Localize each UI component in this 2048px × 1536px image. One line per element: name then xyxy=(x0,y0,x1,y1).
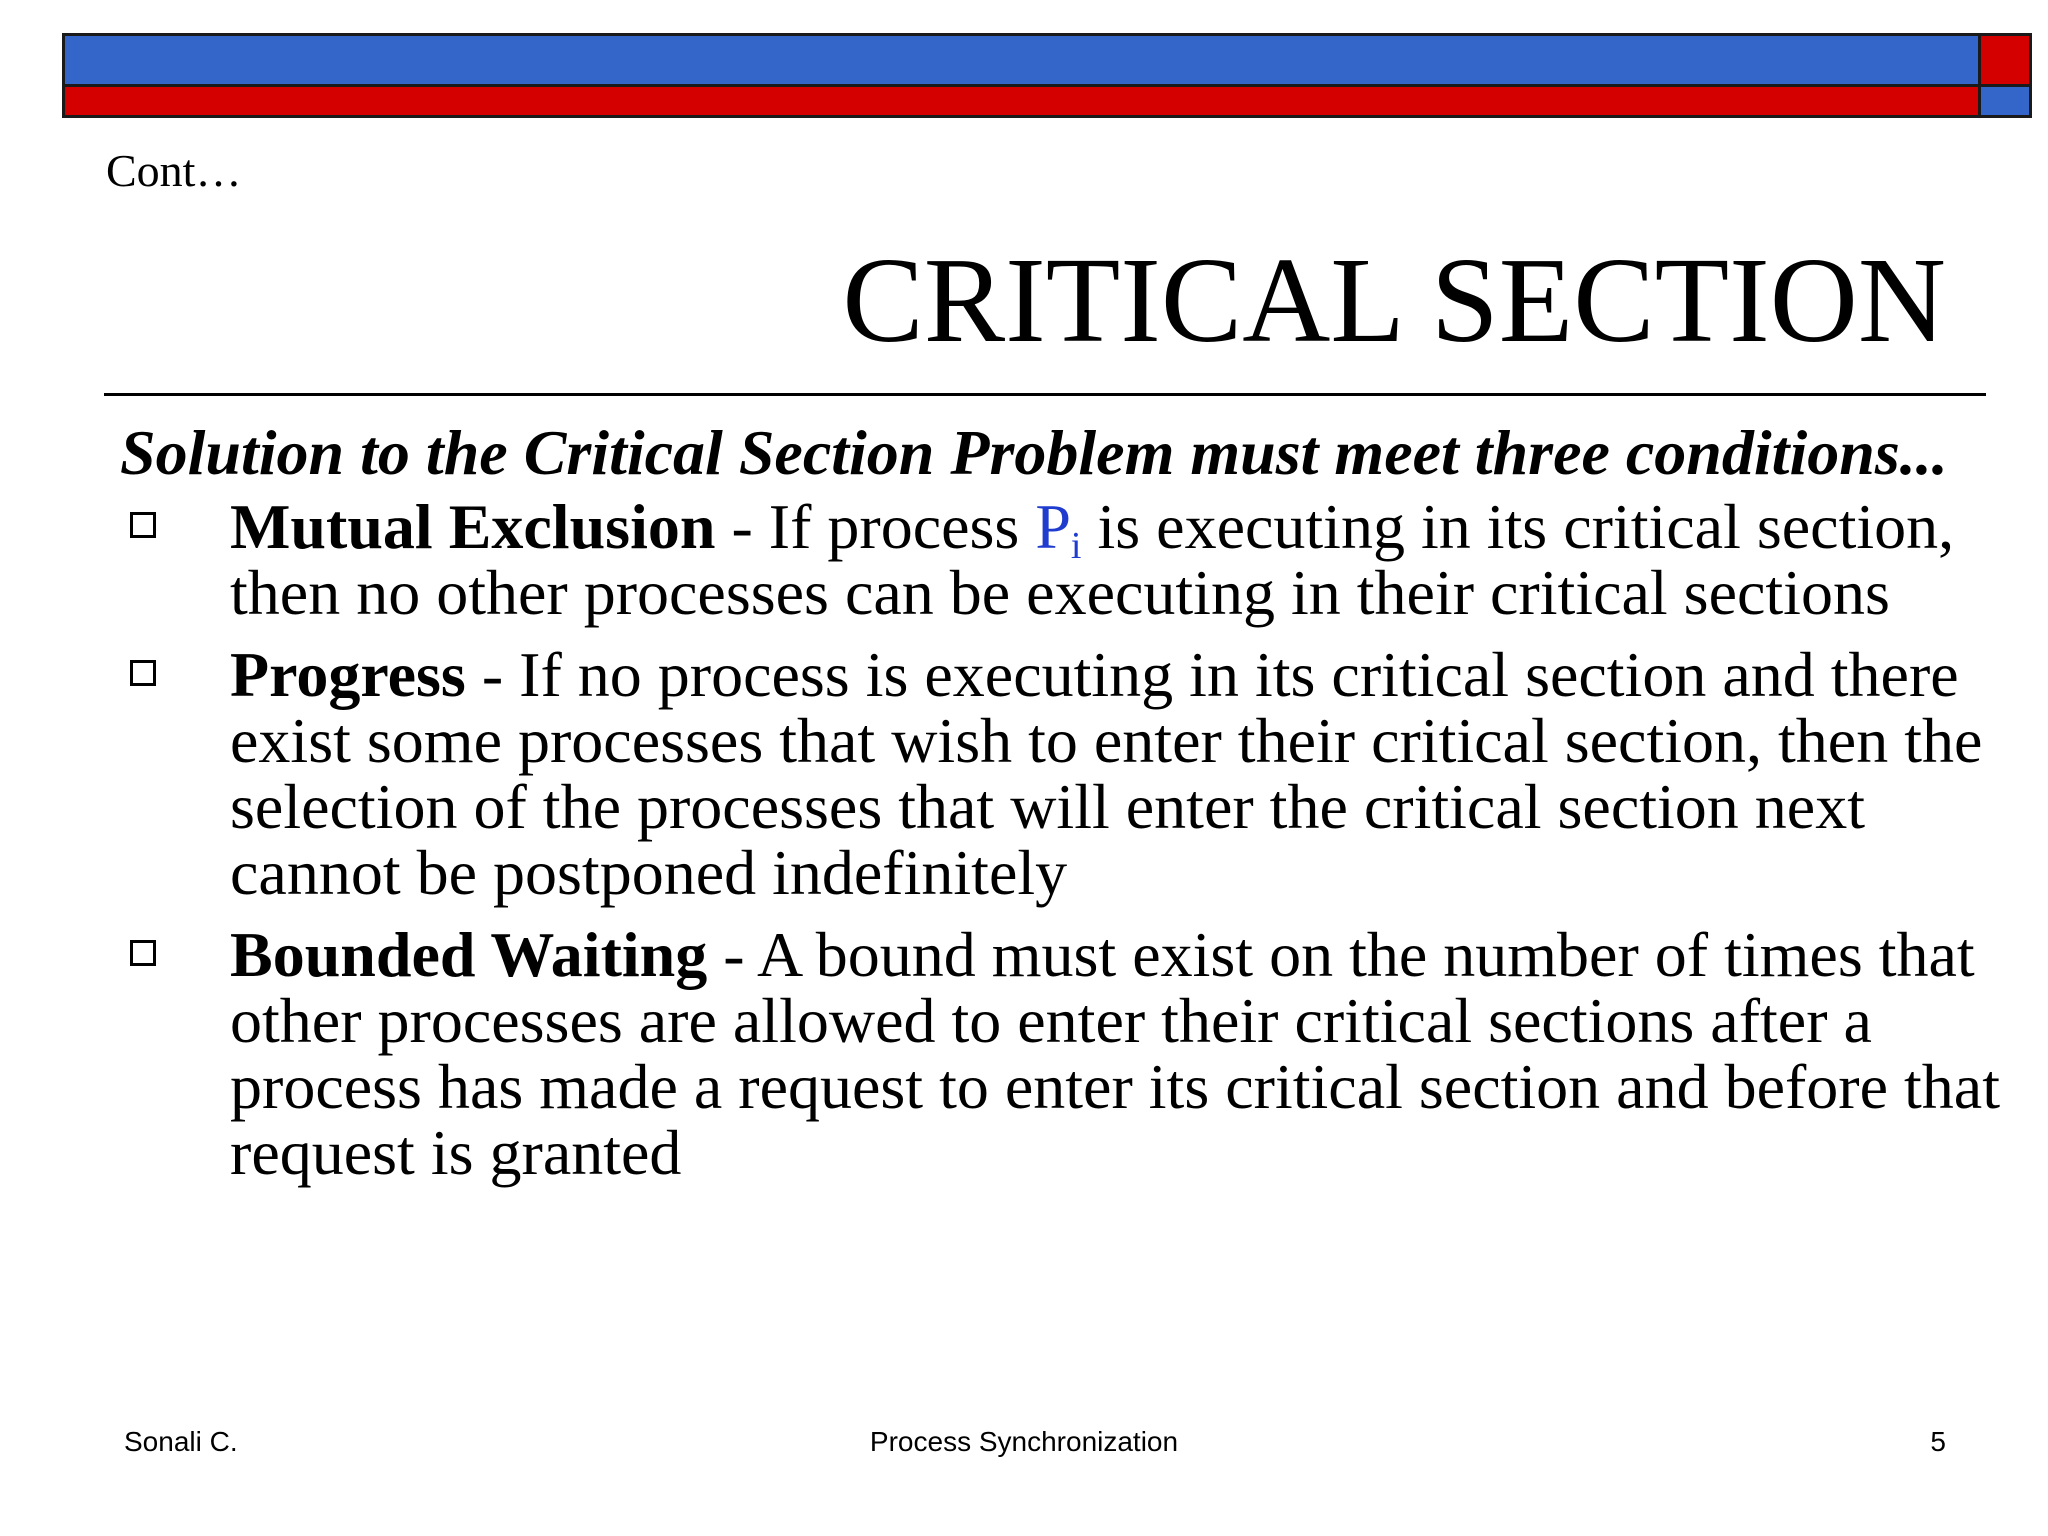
condition-mutual-exclusion xyxy=(120,491,2000,628)
continued-label: Cont… xyxy=(106,145,242,196)
header-square-blue xyxy=(1978,84,2032,118)
condition-term: Bounded Waiting xyxy=(230,919,708,990)
header-bar-red xyxy=(62,84,1982,118)
title-divider xyxy=(104,393,1986,396)
footer-author: Sonali C. xyxy=(124,1426,238,1457)
header-square-red xyxy=(1978,33,2032,87)
footer-page-number: 5 xyxy=(1930,1426,1946,1457)
condition-bounded-waiting xyxy=(120,919,2000,1188)
condition-progress xyxy=(120,639,2000,908)
condition-text: - A bound must exist on the number of times that other processes are allowed to enter their critical sections after a process has made a request to enter its critical section and before that request is granted xyxy=(230,919,2000,1188)
condition-text-part: is executing in its critical section, then no other processes can be executing in their critical sections xyxy=(230,491,1955,628)
footer-topic: Process Synchronization xyxy=(869,1426,1179,1457)
square-bullet-icon xyxy=(130,940,156,966)
conditions-list xyxy=(120,491,2000,1188)
header-bar-blue xyxy=(62,33,1982,87)
process-symbol xyxy=(1035,491,1082,567)
process-letter: P xyxy=(1035,491,1071,562)
condition-text-part: - If process xyxy=(715,491,1036,562)
intro-text: Solution to the Critical Section Problem must meet three conditions... xyxy=(120,417,1948,488)
condition-term: Mutual Exclusion xyxy=(230,491,716,562)
slide-body xyxy=(120,417,2000,1202)
condition-term: Progress xyxy=(230,639,466,710)
square-bullet-icon xyxy=(130,512,156,538)
condition-text: - If no process is executing in its critical section and there exist some processes that wish to enter their critical section, then the selection of the processes that will enter the critical section next cannot be postponed indefinitely xyxy=(230,639,1983,908)
slide-title: CRITICAL SECTION xyxy=(842,233,1946,368)
square-bullet-icon xyxy=(130,660,156,686)
process-subscript: i xyxy=(1070,525,1082,567)
